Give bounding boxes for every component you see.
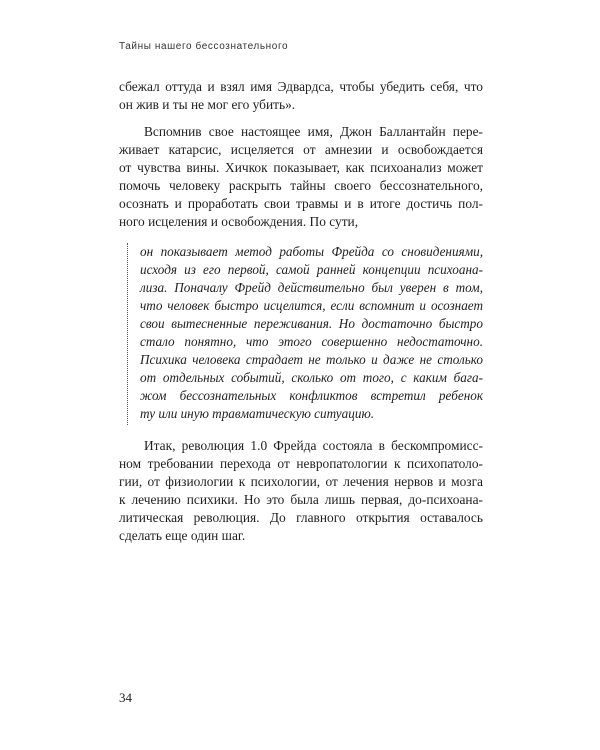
quote-dotted-rule (127, 243, 128, 425)
text-line: от чувства вины. Хичкок показывает, как психоанализ может (119, 160, 483, 175)
quote-line: что человек быстро исцелится, если вспомнит и осознает (140, 298, 483, 313)
text-line: гии, от физиологии к психологии, от лечения нервов и мозга (119, 474, 483, 489)
quote-line: свои вытесненные переживания. Но достаточно быстро (140, 316, 483, 331)
quote-line: исходя из его первой, самой ранней концепции психоана- (140, 262, 483, 277)
page-number: 34 (119, 690, 132, 705)
quote-line: от отдельных событий, сколько от того, с каким бага- (140, 370, 483, 385)
text-line: живает катарсис, исцеляется от амнезии и освобождается (119, 142, 483, 157)
text-line: литическая революция. До главного открытия оставалось (119, 510, 483, 525)
quote-line: стало понятно, что этого совершенно недостаточно. (140, 334, 483, 349)
quote-line: лиза. Поначалу Фрейд действительно был уверен в том, (140, 280, 483, 295)
text-line: сделать еще один шаг. (119, 528, 246, 543)
text-line: осознать и проработать свои травмы и в итоге достичь пол- (119, 196, 483, 211)
text-line: Итак, революция 1.0 Фрейда состояла в бескомпромисс- (144, 438, 483, 453)
text-line: сбежал оттуда и взял имя Эдвардса, чтобы убедить себя, что (119, 79, 483, 94)
quote-line: он показывает метод работы Фрейда со сновидениями, (140, 244, 483, 259)
quote-line: ту или иную травматическую ситуацию. (140, 406, 375, 421)
text-line: ном требовании перехода от невропатологии к психопатоло- (119, 456, 483, 471)
running-head: Тайны нашего бессознательного (119, 41, 289, 52)
text-line: к лечению психики. Но это была лишь первая, до-психоана- (119, 492, 483, 507)
quote-line: жом бессознательных конфликтов встретил ребенок (140, 388, 483, 403)
text-line: Вспомнив свое настоящее имя, Джон Баллантайн пере- (144, 124, 483, 139)
text-line: помочь человеку раскрыть тайны своего бессознательного, (119, 178, 483, 193)
quote-line: Психика человека страдает не только и даже не столько (140, 352, 483, 367)
text-line: ного исцеления и освобождения. По сути, (119, 214, 359, 229)
text-line: он жив и ты не мог его убить». (119, 97, 296, 112)
